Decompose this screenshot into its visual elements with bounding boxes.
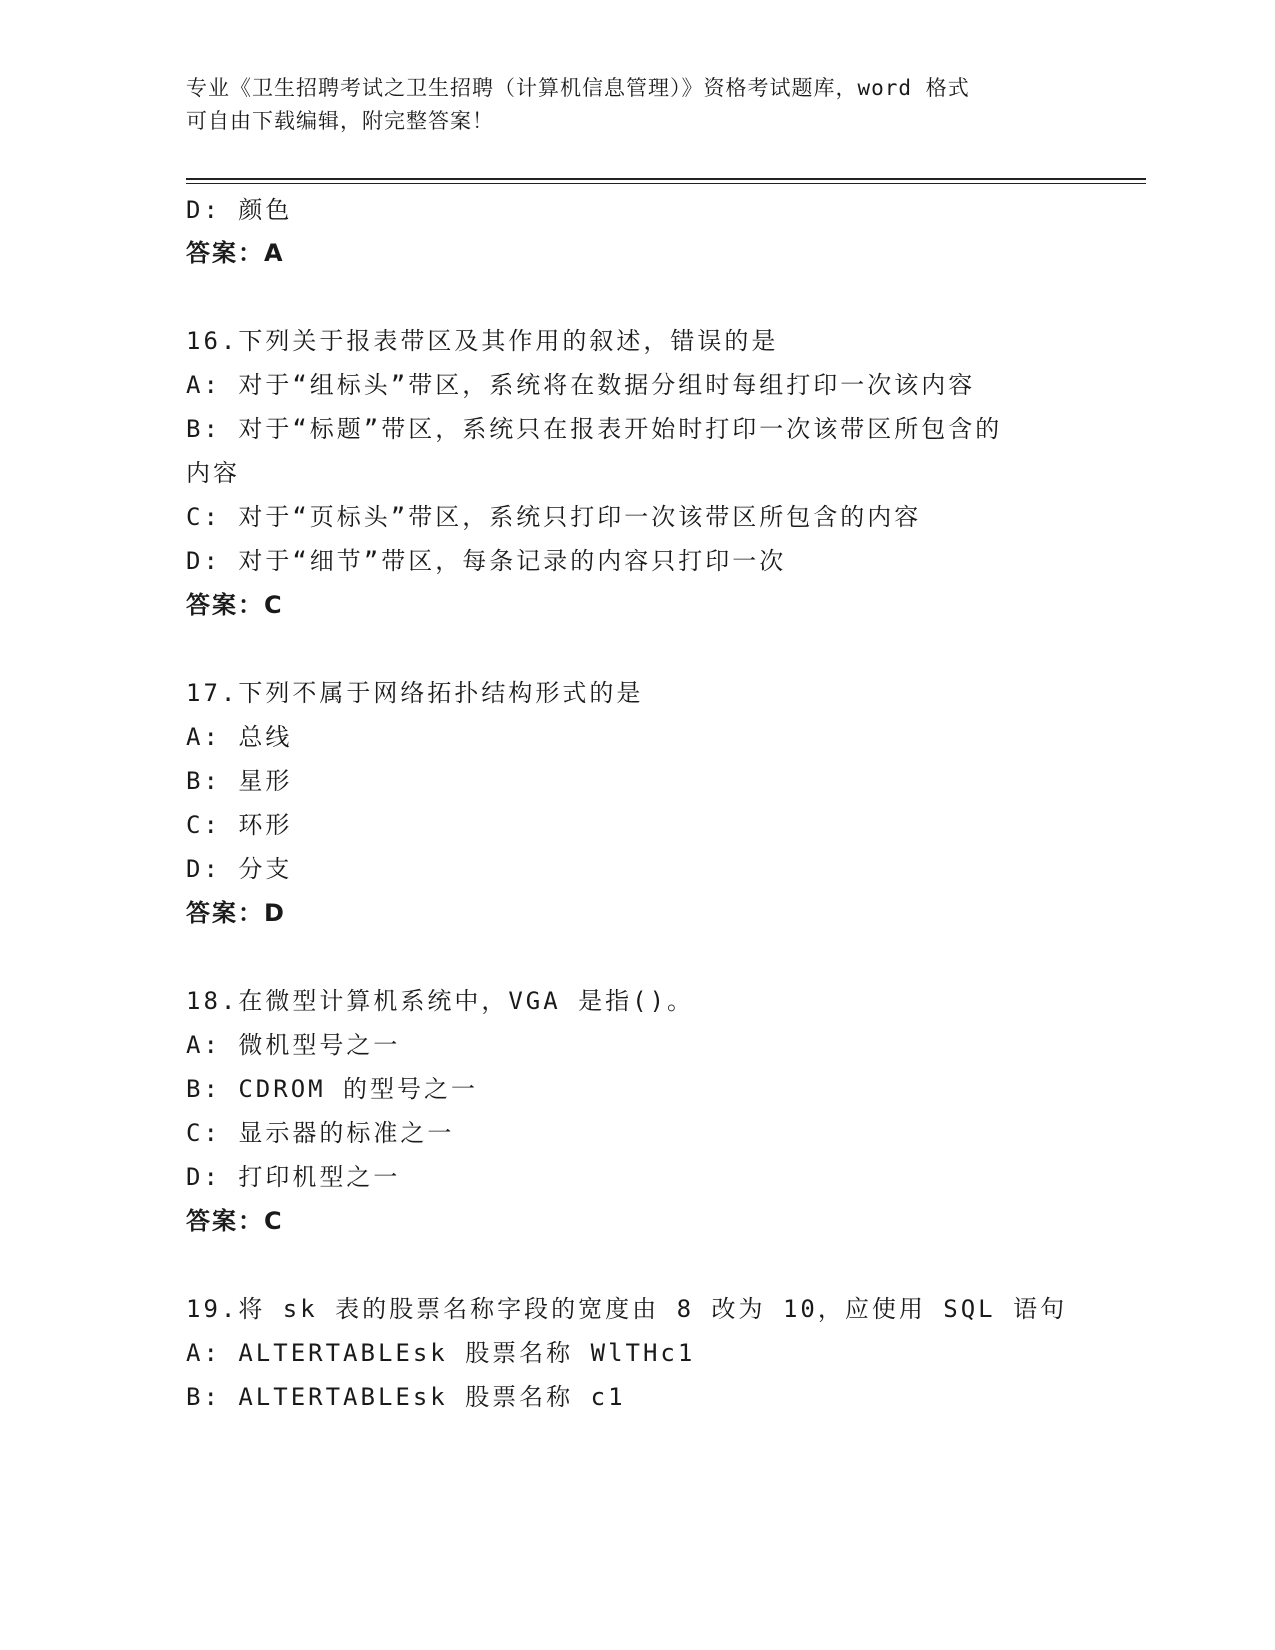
q17-answer: 答案：D (186, 899, 286, 927)
q18-option-c: C: 显示器的标准之一 (186, 1119, 455, 1147)
q16-stem: 16.下列关于报表带区及其作用的叙述，错误的是 (186, 327, 779, 355)
q17-option-c: C: 环形 (186, 811, 293, 839)
q15-answer: 答案：A (186, 239, 285, 267)
q16-option-a: A: 对于“组标头”带区，系统将在数据分组时每组打印一次该内容 (186, 371, 976, 399)
q16-option-b: B: 对于“标题”带区，系统只在报表开始时打印一次该带区所包含的 (186, 415, 1003, 443)
q17-option-b: B: 星形 (186, 767, 293, 795)
document-header (186, 72, 1086, 138)
q16-answer: 答案：C (186, 591, 284, 619)
q16-option-c: C: 对于“页标头”带区，系统只打印一次该带区所包含的内容 (186, 503, 922, 531)
q18-answer: 答案：C (186, 1207, 284, 1235)
q18-option-a: A: 微机型号之一 (186, 1031, 401, 1059)
q19-option-a: A: ALTERTABLEsk 股票名称 WlTHc1 (186, 1339, 696, 1367)
q17-stem: 17.下列不属于网络拓扑结构形式的是 (186, 679, 644, 707)
q18-option-d: D: 打印机型之一 (186, 1163, 401, 1191)
q16-option-b-cont: 内容 (186, 459, 240, 487)
q18-option-b: B: CDROM 的型号之一 (186, 1075, 479, 1103)
header-line-2: 可自由下载编辑，附完整答案！ (186, 109, 494, 133)
header-divider-thin (186, 183, 1146, 184)
q19-stem: 19.将 sk 表的股票名称字段的宽度由 8 改为 10，应使用 SQL 语句 (186, 1295, 1068, 1323)
q19-option-b: B: ALTERTABLEsk 股票名称 c1 (186, 1383, 626, 1411)
q17-option-d: D: 分支 (186, 855, 293, 883)
q17-option-a: A: 总线 (186, 723, 293, 751)
q16-option-d: D: 对于“细节”带区，每条记录的内容只打印一次 (186, 547, 787, 575)
q15-option-d: D: 颜色 (186, 196, 293, 224)
header-line-1: 专业《卫生招聘考试之卫生招聘（计算机信息管理）》资格考试题库，word 格式 (186, 76, 970, 100)
q18-stem: 18.在微型计算机系统中，VGA 是指()。 (186, 987, 695, 1015)
header-divider-thick (186, 178, 1146, 180)
